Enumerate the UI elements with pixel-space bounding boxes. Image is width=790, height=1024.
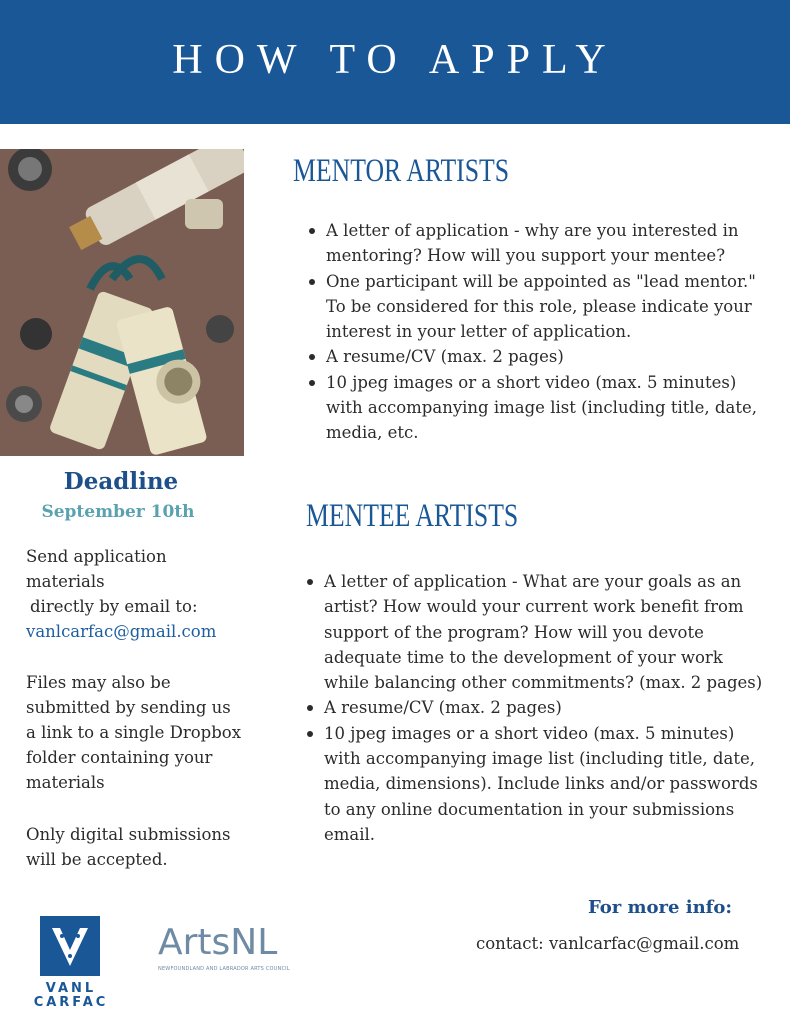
files-line: submitted by sending us <box>26 698 231 717</box>
send-instructions <box>26 544 256 644</box>
carfac-logo-text: CARFAC <box>33 995 109 1010</box>
mentor-heading: MENTOR ARTISTS <box>293 153 510 189</box>
list-item: One participant will be appointed as "lead mentor." To be considered for this role, please indicate your interest in your letter of application. <box>326 269 766 345</box>
artsnl-wordmark: ArtsNL <box>158 922 278 963</box>
files-line: Files may also be <box>26 673 171 692</box>
artsnl-logo <box>158 922 308 978</box>
email-link[interactable]: vanlcarfac@gmail.com <box>26 622 217 641</box>
header-banner <box>0 0 790 124</box>
mentor-requirements <box>302 218 766 446</box>
digital-line: Only digital submissions <box>26 825 231 844</box>
deadline-title: Deadline <box>63 468 179 495</box>
deadline-date: September 10th <box>41 502 195 522</box>
send-line: Send application <box>26 547 167 566</box>
files-line: materials <box>26 773 105 792</box>
list-item: A letter of application - What are your goals as an artist? How would your current work benefit from support of the program? How will you devote adequate time to the development of your work while balancing other commitments? (max. 2 pages) <box>324 569 770 695</box>
list-item: A resume/CV (max. 2 pages) <box>324 695 770 720</box>
list-item: A letter of application - why are you interested in mentoring? How will you support your mentee? <box>326 218 766 269</box>
artsnl-subtitle: NEWFOUNDLAND AND LABRADOR ARTS COUNCIL <box>158 966 290 972</box>
digital-note <box>26 822 256 872</box>
page-title: HOW TO APPLY <box>172 37 618 83</box>
vanl-logo-text: VANL <box>45 981 97 996</box>
vanl-logo <box>40 916 100 976</box>
more-info-title: For more info: <box>587 897 733 918</box>
mentee-heading: MENTEE ARTISTS <box>306 498 519 534</box>
list-item: 10 jpeg images or a short video (max. 5 minutes) with accompanying image list (including title, date, media, etc. <box>326 370 766 446</box>
contact-line[interactable]: contact: vanlcarfac@gmail.com <box>476 934 740 953</box>
files-line: a link to a single Dropbox <box>26 723 242 742</box>
mentee-requirements <box>300 569 770 847</box>
send-line: materials <box>26 572 105 591</box>
files-line: folder containing your <box>26 748 213 767</box>
send-line: directly by email to: <box>30 597 198 616</box>
list-item: A resume/CV (max. 2 pages) <box>326 344 766 369</box>
paint-tubes-photo <box>0 149 244 456</box>
list-item: 10 jpeg images or a short video (max. 5 minutes) with accompanying image list (including title, date, media, dimensions). Include links and/or passwords to any online documentation in your submissions email. <box>324 721 770 847</box>
files-note <box>26 670 256 795</box>
digital-line: will be accepted. <box>26 850 168 869</box>
